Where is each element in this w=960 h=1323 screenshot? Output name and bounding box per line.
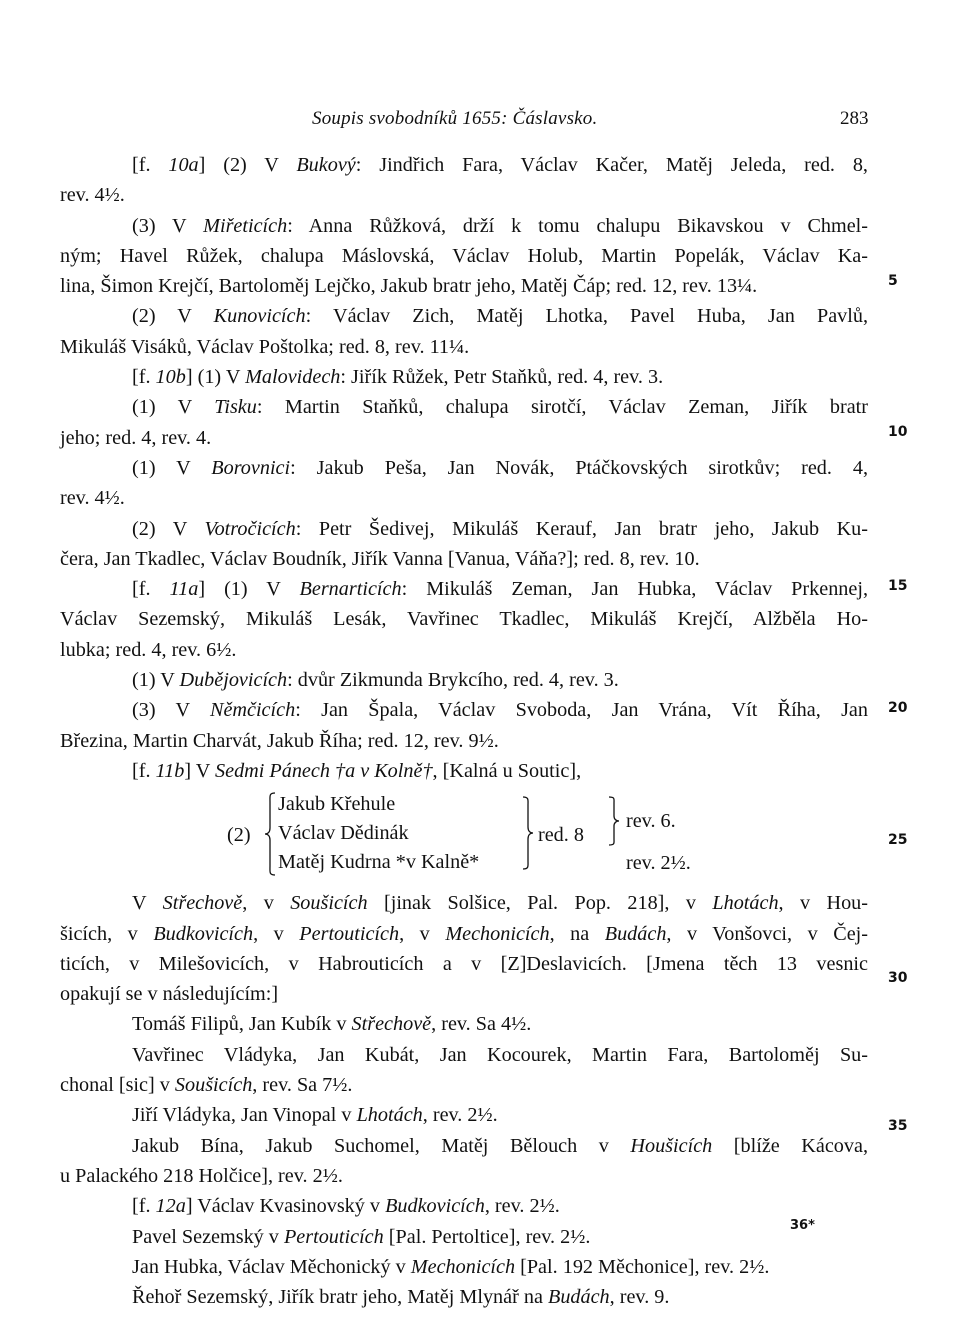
page-header <box>0 108 960 138</box>
text-line: (3) V Němčicích: Jan Špala, Václav Svoboda, Jan Vrána, Vít Říha, Jan <box>132 699 868 722</box>
entry-paragraph <box>60 150 868 211</box>
entry-paragraph <box>60 1191 868 1221</box>
right-brace-icon <box>522 796 534 870</box>
text-line: Tomáš Filipů, Jan Kubík v Střechově, rev. Sa 4½. <box>132 1013 532 1036</box>
entry-paragraph <box>60 574 868 665</box>
text-line: (2) V Votročicích: Petr Šedivej, Mikuláš Kerauf, Jan bratr jeho, Jakub Ku- <box>132 517 868 540</box>
line-number: 5 <box>888 273 898 289</box>
text-line: Jiří Vládyka, Jan Vinopal v Lhotách, rev. 2½. <box>132 1104 498 1127</box>
line-number: 35 <box>888 1118 908 1134</box>
entry-paragraph <box>60 1009 868 1039</box>
text-line: (2) V Kunovicích: Václav Zich, Matěj Lhotka, Pavel Huba, Jan Pavlů, <box>132 305 868 328</box>
text-line: Vavřinec Vládyka, Jan Kubát, Jan Kocourek, Martin Fara, Bartoloměj Su- <box>132 1043 868 1066</box>
text-line: jeho; red. 4, rev. 4. <box>60 426 212 449</box>
entry-paragraph <box>60 1040 868 1101</box>
line-number: 25 <box>888 832 908 848</box>
text-line: rev. 4½. <box>60 487 125 510</box>
text-line: lina, Šimon Krejčí, Bartoloměj Lejčko, Jakub bratr jeho, Matěj Čáp; red. 12, rev. 13¼. <box>60 275 758 298</box>
running-title: Soupis svobodníků 1655: Čáslavsko. <box>312 108 598 129</box>
text-line: (1) V Borovnici: Jakub Peša, Jan Novák, Ptáčkovských sirotkův; red. 4, <box>132 456 869 479</box>
brace-name: Václav Dědinák <box>278 822 409 845</box>
left-brace-icon <box>264 792 276 876</box>
brace-rev-1: rev. 6. <box>626 810 676 833</box>
text-line: Jan Hubka, Václav Měchonický v Mechonicích [Pal. 192 Měchonice], rev. 2½. <box>132 1255 770 1278</box>
text-line: Václav Sezemský, Mikuláš Lesák, Vavřinec Tkadlec, Mikuláš Krejčí, Alžběla Ho- <box>60 608 868 631</box>
text-line: lubka; red. 4, rev. 6½. <box>60 638 237 661</box>
right-brace-icon <box>608 796 620 846</box>
text-line: (1) V Tisku: Martin Staňků, chalupa sirotčí, Václav Zeman, Jiřík bratr <box>132 396 869 419</box>
text-line: chonal [sic] v Soušicích, rev. Sa 7½. <box>60 1074 353 1097</box>
brace-rev-2: rev. 2½. <box>626 852 691 875</box>
entry-paragraph <box>60 211 868 302</box>
text-line: u Palackého 218 Holčice], rev. 2½. <box>60 1164 343 1187</box>
text-line: opakují se v následujícím:] <box>60 983 279 1006</box>
entry-paragraph <box>60 888 868 1009</box>
text-line: Pavel Sezemský v Pertouticích [Pal. Pertoltice], rev. 2½. <box>132 1225 591 1248</box>
entry-paragraph <box>60 392 868 453</box>
entry-paragraph <box>60 453 868 514</box>
brace-name: Jakub Křehule <box>278 793 396 816</box>
entries-block-2 <box>60 888 868 1312</box>
text-line: Mikuláš Visáků, Václav Poštolka; red. 8, rev. 11¼. <box>60 335 470 358</box>
text-line: šicích, v Budkovicích, v Pertouticích, v Mechonicích, na Budách, v Vonšovci, v Čej- <box>60 922 869 945</box>
signature-mark: 36* <box>790 1218 815 1233</box>
entry-paragraph <box>60 665 868 695</box>
page-number: 283 <box>840 108 869 129</box>
line-number: 30 <box>888 970 908 986</box>
brace-red: red. 8 <box>538 824 584 847</box>
entry-paragraph <box>60 362 868 392</box>
entry-paragraph <box>60 1282 868 1312</box>
text-line: (3) V Miřeticích: Anna Růžková, drží k tomu chalupu Bikavskou v Chmel- <box>132 214 868 237</box>
line-number: 15 <box>888 578 908 594</box>
brace-names <box>278 790 479 877</box>
text-line: [f. 11a] (1) V Bernarticích: Mikuláš Zeman, Jan Hubka, Václav Prkennej, <box>132 578 868 601</box>
entry-paragraph <box>60 301 868 362</box>
text-line: [f. 10a] (2) V Bukový: Jindřich Fara, Václav Kačer, Matěj Jeleda, red. 8, <box>132 154 868 176</box>
text-line: ným; Havel Růžek, chalupa Máslovská, Václav Holub, Martin Popelák, Václav Ka- <box>60 244 868 267</box>
body-text <box>60 150 868 1312</box>
entry-paragraph <box>60 1100 868 1130</box>
text-line: Březina, Martin Charvát, Jakub Říha; red. 12, rev. 9½. <box>60 729 499 752</box>
text-line: čera, Jan Tkadlec, Václav Boudník, Jiřík Vanna [Vanua, Váňa?]; red. 8, rev. 10. <box>60 547 700 570</box>
text-line: [f. 12a] Václav Kvasinovský v Budkovicích, rev. 2½. <box>132 1195 560 1218</box>
text-line: rev. 4½. <box>60 184 125 207</box>
text-line: [f. 11b] V Sedmi Pánech †a v Kolně†, [Kalná u Soutic], <box>132 759 582 782</box>
text-line: Řehoř Sezemský, Jiřík bratr jeho, Matěj Mlynář na Budách, rev. 9. <box>132 1286 670 1309</box>
text-line: V Střechově, v Soušicích [jinak Solšice, Pal. Pop. 218], v Lhotách, v Hou- <box>132 892 869 915</box>
text-line: [f. 10b] (1) V Malovidech: Jiřík Růžek, Petr Staňků, red. 4, rev. 3. <box>132 366 664 389</box>
entry-paragraph <box>60 1131 868 1192</box>
brace-label: (2) <box>227 824 251 847</box>
text-line: ticích, v Milešovicích, v Habrouticích a v [Z]Deslavicích. [Jmena těch 13 vesnic <box>60 952 868 975</box>
brace-name: Matěj Kudrna *v Kalně* <box>278 851 480 874</box>
entry-paragraph <box>60 1222 868 1252</box>
text-line: Jakub Bína, Jakub Suchomel, Matěj Bělouch v Houšicích [blíže Kácova, <box>132 1134 868 1157</box>
line-number: 10 <box>888 424 908 440</box>
entry-paragraph <box>60 1252 868 1282</box>
line-number: 20 <box>888 700 908 716</box>
text-line: (1) V Dubějovicích: dvůr Zikmunda Brykcího, red. 4, rev. 3. <box>132 669 619 692</box>
entries-block-1 <box>60 150 868 786</box>
entry-paragraph <box>60 695 868 756</box>
entry-paragraph <box>60 756 868 786</box>
brace-entry <box>60 790 868 882</box>
entry-paragraph <box>60 514 868 575</box>
